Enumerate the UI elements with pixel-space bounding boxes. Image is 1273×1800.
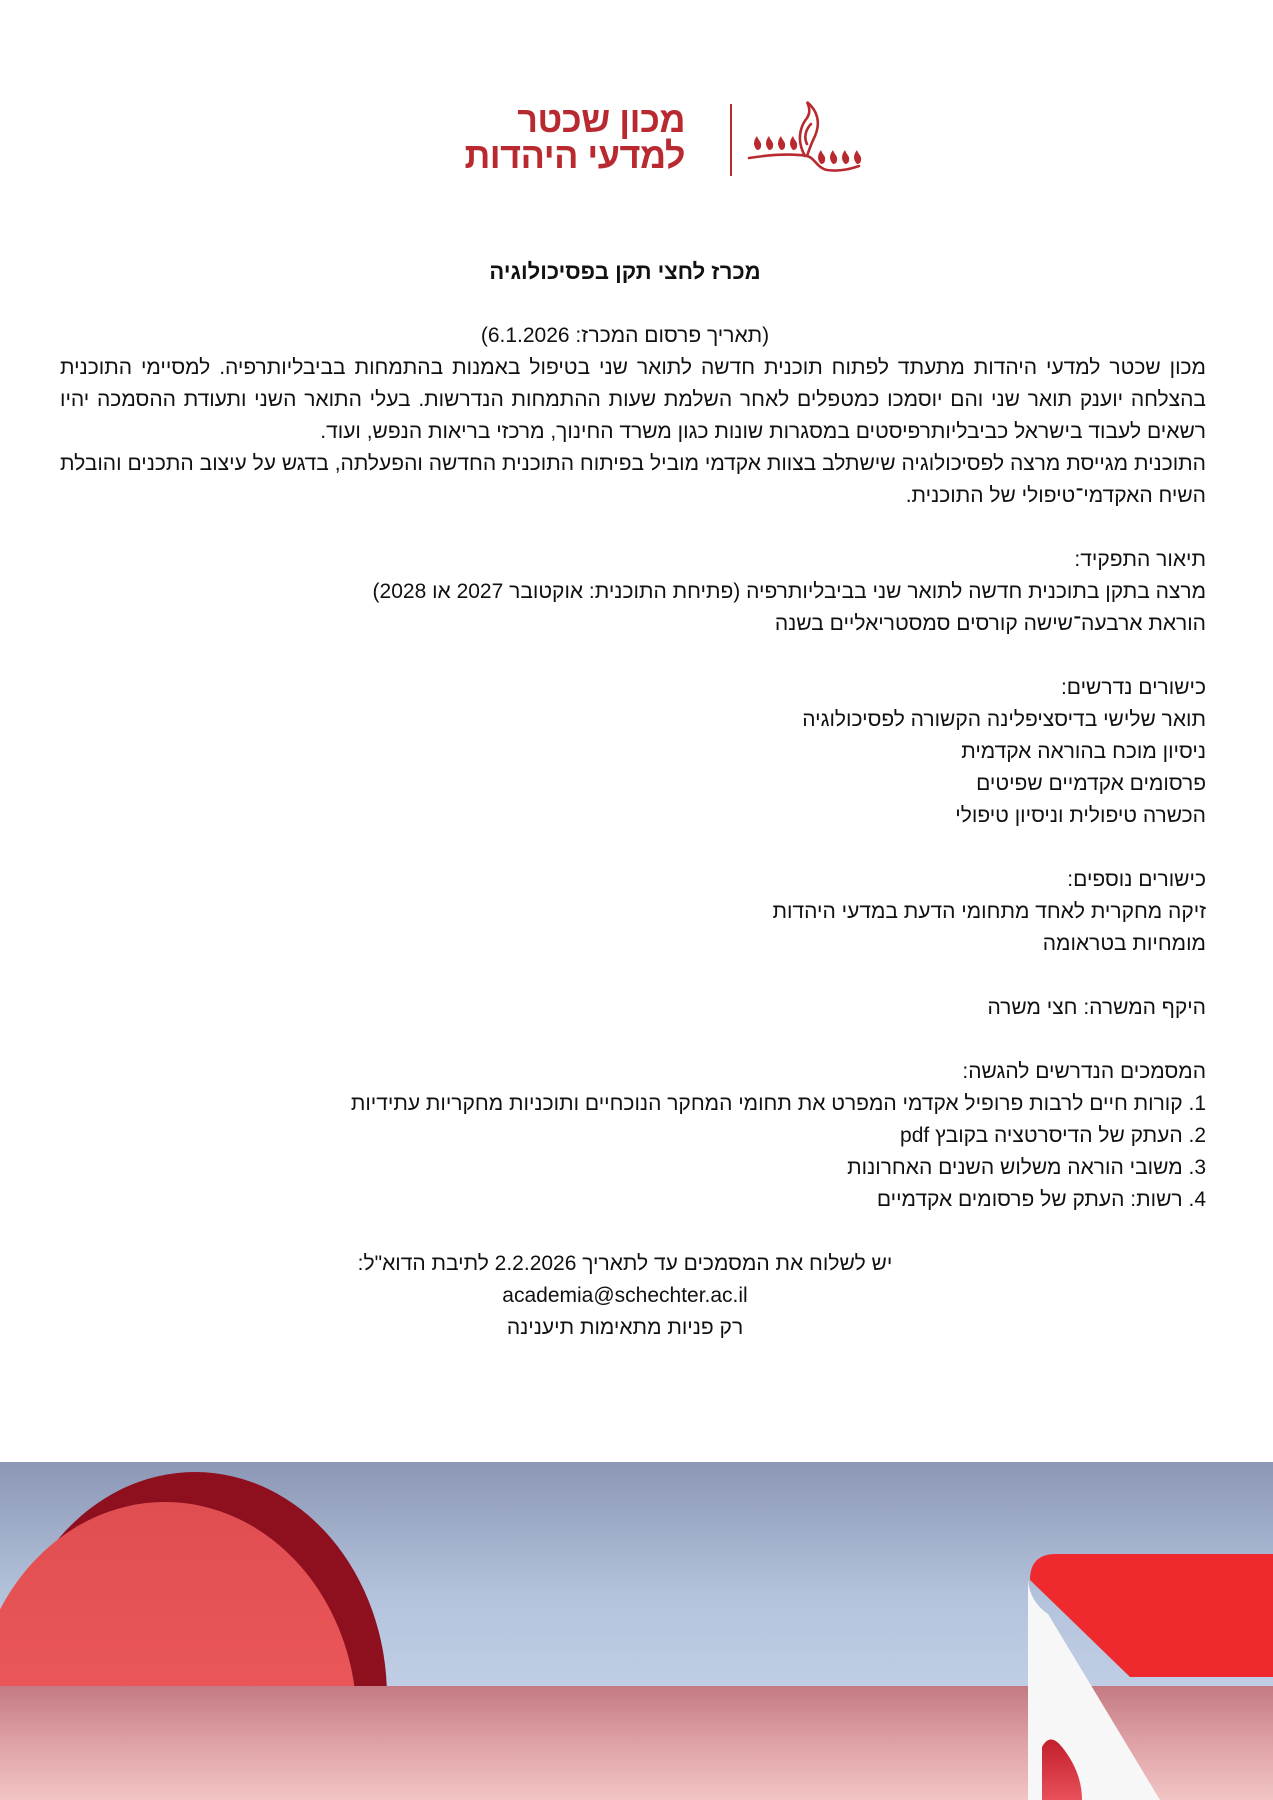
list-item: פרסומים אקדמיים שפיטים xyxy=(976,772,1206,795)
position-scope: היקף המשרה: חצי משרה xyxy=(987,996,1206,1019)
logo-divider xyxy=(730,104,732,176)
role-section xyxy=(60,544,1206,640)
intro-paragraph-1: מכון שכטר למדעי היהדות מתעתד לפתוח תוכנית חדשה לתואר שני בטיפול באמנות בהתמחות בביבליותרפיה. למסיימי התוכנית בהצלחה יוענק תואר שני והם יוסמכו כמטפלים לאחר השלמת שעות ההתמחות הנדרשות. בעלי התואר השני ותעודת ההסמכה יהיו רשאים לעבוד בישראל כביבליותרפיסטים במסגרות שונות כגון משרד החינוך, מרכזי בריאות הנפש, ועוד. xyxy=(60,356,1206,443)
additional-qualifications-section xyxy=(60,864,1206,960)
list-item: ניסיון מוכח בהוראה אקדמית xyxy=(961,740,1206,763)
menorah-flames-icon xyxy=(745,98,863,180)
list-item: זיקה מחקרית לאחד מתחומי הדעת במדעי היהדות xyxy=(772,900,1206,923)
list-item: 2. העתק של הדיסרטציה בקובץ pdf xyxy=(900,1124,1206,1147)
list-item: הוראת ארבעה־שישה קורסים סמסטריאליים בשנה xyxy=(774,612,1206,635)
list-item: תואר שלישי בדיסציפלינה הקשורה לפסיכולוגיה xyxy=(802,708,1206,731)
list-item: 1. קורות חיים לרבות פרופיל אקדמי המפרט את תחומי המחקר הנוכחיים ותוכניות מחקריות עתידיות xyxy=(350,1092,1206,1115)
required-qualifications-section xyxy=(60,672,1206,832)
contact-email-link[interactable]: academia@schechter.ac.il xyxy=(502,1284,748,1307)
document-body xyxy=(60,256,1206,1344)
abstract-shapes-graphic xyxy=(0,1462,1273,1800)
decorative-footer-graphic xyxy=(0,1462,1273,1800)
submission-section xyxy=(60,1248,1206,1344)
list-item: מרצה בתקן בתוכנית חדשה לתואר שני בביבליותרפיה (פתיחת התוכנית: אוקטובר 2027 או 2028) xyxy=(372,580,1206,603)
list-item: 4. רשות: העתק של פרסומים אקדמיים xyxy=(876,1188,1206,1211)
document-title: מכרז לחצי תקן בפסיכולוגיה xyxy=(489,259,761,284)
contact-email-line xyxy=(52,1280,1198,1312)
required-heading: כישורים נדרשים: xyxy=(1060,676,1206,699)
role-heading: תיאור התפקיד: xyxy=(1074,548,1206,571)
institution-logo xyxy=(455,98,865,180)
submission-note: רק פניות מתאימות תיענינה xyxy=(506,1316,744,1339)
list-item: מומחיות בטראומה xyxy=(1042,932,1206,955)
publication-date: (תאריך פרסום המכרז: 6.1.2026) xyxy=(480,324,770,347)
documents-heading: המסמכים הנדרשים להגשה: xyxy=(962,1060,1206,1083)
intro-paragraph-2: התוכנית מגייסת מרצה לפסיכולוגיה שישתלב בצוות אקדמי מוביל בפיתוח התוכנית החדשה והפעלתה, בדגש על עיצוב התכנים והובלת השיח האקדמי־טיפולי של התוכנית. xyxy=(60,452,1206,507)
submission-instruction: יש לשלוח את המסמכים עד לתאריך 2.2.2026 לתיבת הדוא"ל: xyxy=(357,1252,893,1275)
logo-line-2: למדעי היהדות xyxy=(464,135,685,176)
list-item: 3. משובי הוראה משלוש השנים האחרונות xyxy=(847,1156,1206,1179)
list-item: הכשרה טיפולית וניסיון טיפולי xyxy=(955,804,1206,827)
additional-heading: כישורים נוספים: xyxy=(1067,868,1206,891)
required-documents-section xyxy=(60,1056,1206,1216)
logo-wordmark xyxy=(464,99,685,176)
logo-line-1: מכון שכטר xyxy=(517,99,685,140)
